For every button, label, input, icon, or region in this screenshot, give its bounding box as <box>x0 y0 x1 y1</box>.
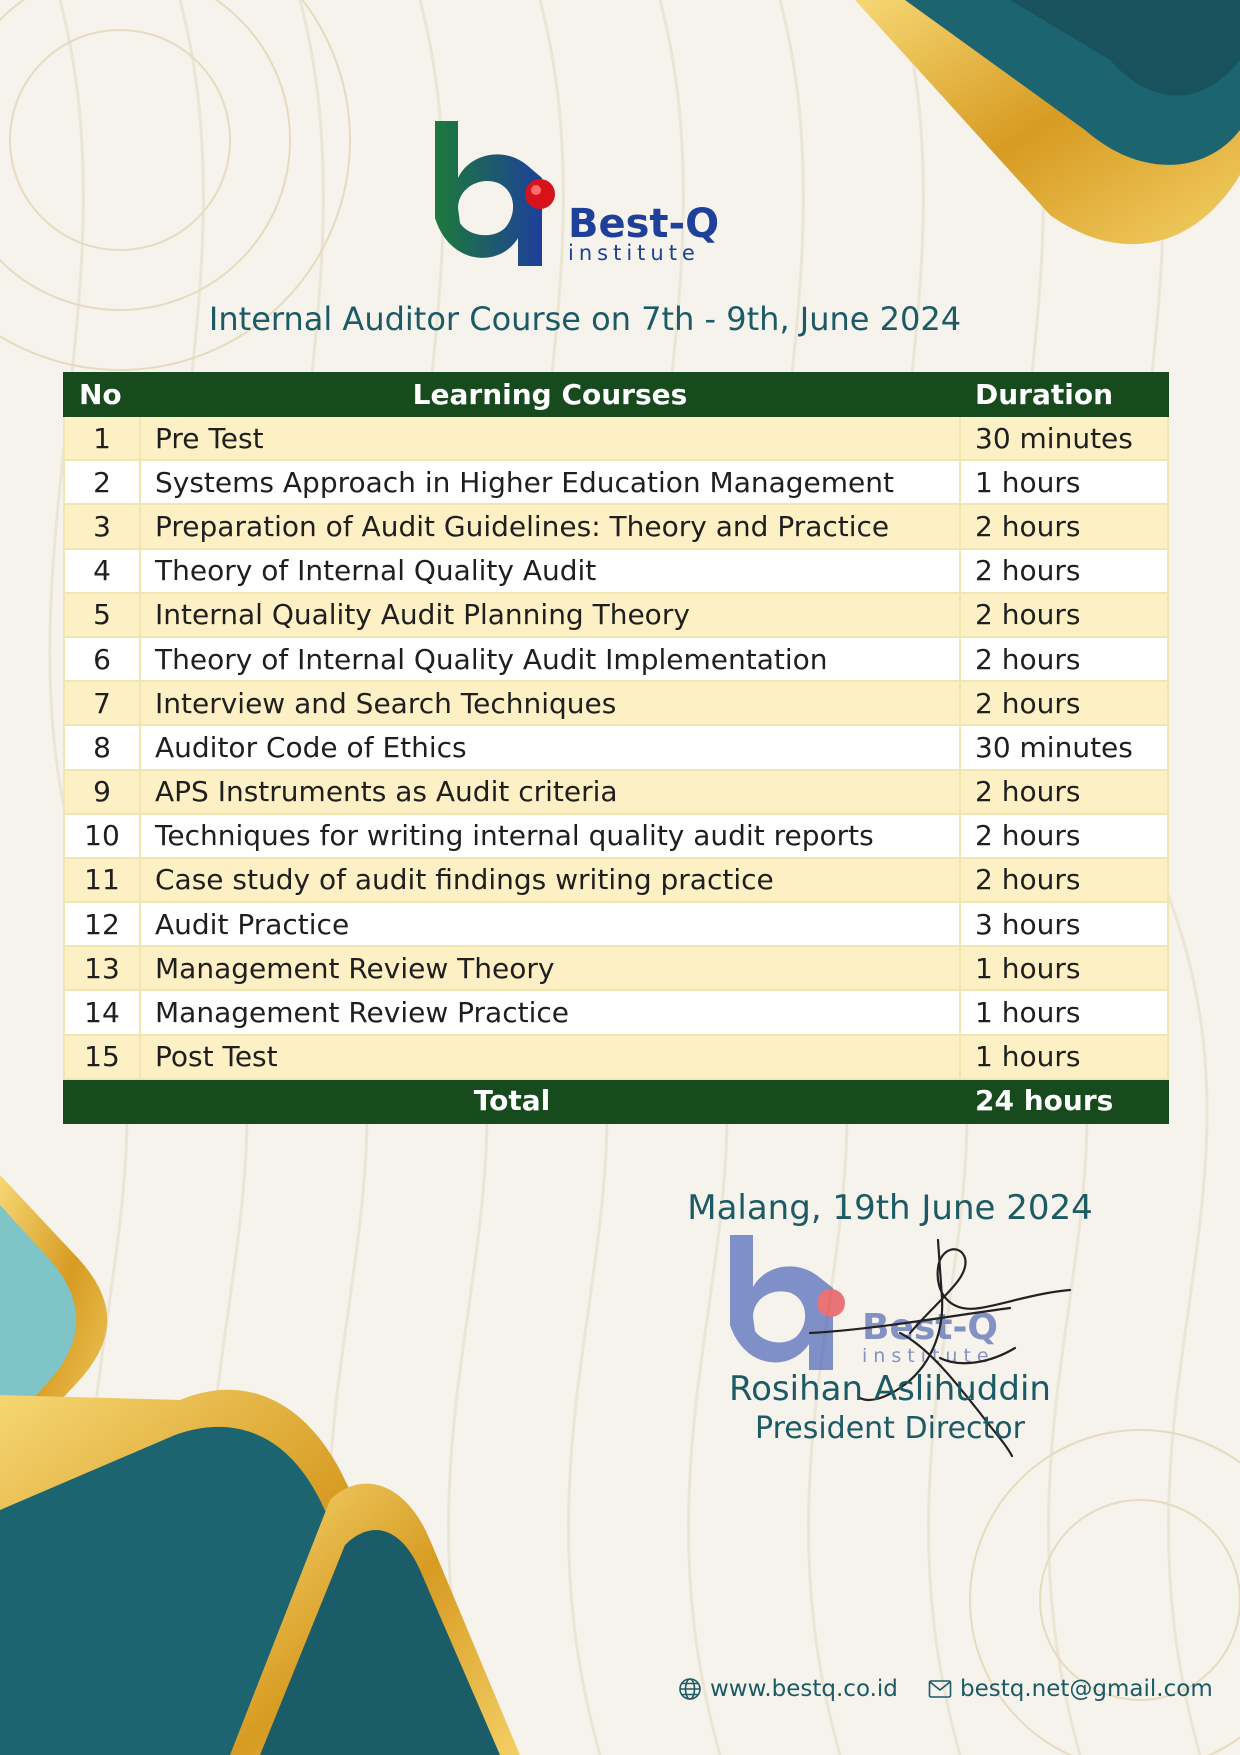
table-row <box>64 504 1168 548</box>
total-label: Total <box>64 1079 960 1123</box>
header-duration: Duration <box>960 373 1168 416</box>
row-course: Internal Quality Audit Planning Theory <box>140 593 960 637</box>
row-no: 4 <box>64 549 140 593</box>
table-total-row <box>64 1079 1168 1123</box>
row-duration: 2 hours <box>960 549 1168 593</box>
row-duration: 2 hours <box>960 681 1168 725</box>
stamp-brand-name: Best-Q <box>862 1307 999 1348</box>
brand-name: Best-Q <box>568 201 720 247</box>
row-no: 2 <box>64 460 140 504</box>
row-course: Management Review Practice <box>140 990 960 1034</box>
row-no: 1 <box>64 416 140 460</box>
row-duration: 1 hours <box>960 990 1168 1034</box>
row-duration: 2 hours <box>960 770 1168 814</box>
table-row <box>64 902 1168 946</box>
website-text[interactable]: www.bestq.co.id <box>710 1676 898 1702</box>
row-course: Techniques for writing internal quality audit reports <box>140 814 960 858</box>
signer-name: Rosihan Aslihuddin <box>729 1369 1051 1409</box>
row-no: 6 <box>64 637 140 681</box>
row-duration: 2 hours <box>960 637 1168 681</box>
row-course: Case study of audit findings writing practice <box>140 858 960 902</box>
table-row <box>64 681 1168 725</box>
row-no: 11 <box>64 858 140 902</box>
table-row <box>64 725 1168 769</box>
row-no: 10 <box>64 814 140 858</box>
table-row <box>64 946 1168 990</box>
brand-logo-text <box>568 202 719 264</box>
row-course: Post Test <box>140 1035 960 1079</box>
row-no: 5 <box>64 593 140 637</box>
table-row <box>64 814 1168 858</box>
row-no: 15 <box>64 1035 140 1079</box>
course-title: Internal Auditor Course on 7th - 9th, June 2024 <box>208 300 962 338</box>
mail-icon <box>928 1679 952 1699</box>
row-no: 3 <box>64 504 140 548</box>
row-no: 14 <box>64 990 140 1034</box>
row-duration: 2 hours <box>960 814 1168 858</box>
contact-website[interactable] <box>678 1676 898 1702</box>
table-row <box>64 549 1168 593</box>
table-row <box>64 990 1168 1034</box>
signer-role: President Director <box>755 1411 1025 1446</box>
table-row <box>64 416 1168 460</box>
place-date: Malang, 19th June 2024 <box>687 1188 1093 1228</box>
row-course: Systems Approach in Higher Education Management <box>140 460 960 504</box>
brand-subtitle: institute <box>568 241 700 265</box>
stamp-brand-subtitle: institute <box>862 1345 995 1367</box>
row-duration: 1 hours <box>960 460 1168 504</box>
row-no: 7 <box>64 681 140 725</box>
row-duration: 2 hours <box>960 593 1168 637</box>
row-duration: 1 hours <box>960 1035 1168 1079</box>
total-duration: 24 hours <box>960 1079 1168 1123</box>
row-course: Pre Test <box>140 416 960 460</box>
row-no: 8 <box>64 725 140 769</box>
course-schedule-table <box>63 372 1169 1124</box>
table-row <box>64 593 1168 637</box>
row-duration: 30 minutes <box>960 416 1168 460</box>
table-row <box>64 637 1168 681</box>
header-course: Learning Courses <box>140 373 960 416</box>
row-course: Audit Practice <box>140 902 960 946</box>
table-row <box>64 858 1168 902</box>
table-header-row <box>64 373 1168 416</box>
row-course: Theory of Internal Quality Audit <box>140 549 960 593</box>
row-duration: 3 hours <box>960 902 1168 946</box>
row-duration: 30 minutes <box>960 725 1168 769</box>
table-row <box>64 1035 1168 1079</box>
row-course: APS Instruments as Audit criteria <box>140 770 960 814</box>
row-course: Interview and Search Techniques <box>140 681 960 725</box>
table-row <box>64 460 1168 504</box>
row-no: 9 <box>64 770 140 814</box>
contact-email[interactable] <box>928 1676 1213 1702</box>
row-duration: 1 hours <box>960 946 1168 990</box>
row-course: Management Review Theory <box>140 946 960 990</box>
row-no: 12 <box>64 902 140 946</box>
row-course: Preparation of Audit Guidelines: Theory and Practice <box>140 504 960 548</box>
globe-icon <box>678 1677 702 1701</box>
row-duration: 2 hours <box>960 504 1168 548</box>
row-no: 13 <box>64 946 140 990</box>
table-row <box>64 770 1168 814</box>
row-duration: 2 hours <box>960 858 1168 902</box>
row-course: Auditor Code of Ethics <box>140 725 960 769</box>
header-no: No <box>64 373 140 416</box>
email-text[interactable]: bestq.net@gmail.com <box>960 1676 1213 1702</box>
row-course: Theory of Internal Quality Audit Implementation <box>140 637 960 681</box>
